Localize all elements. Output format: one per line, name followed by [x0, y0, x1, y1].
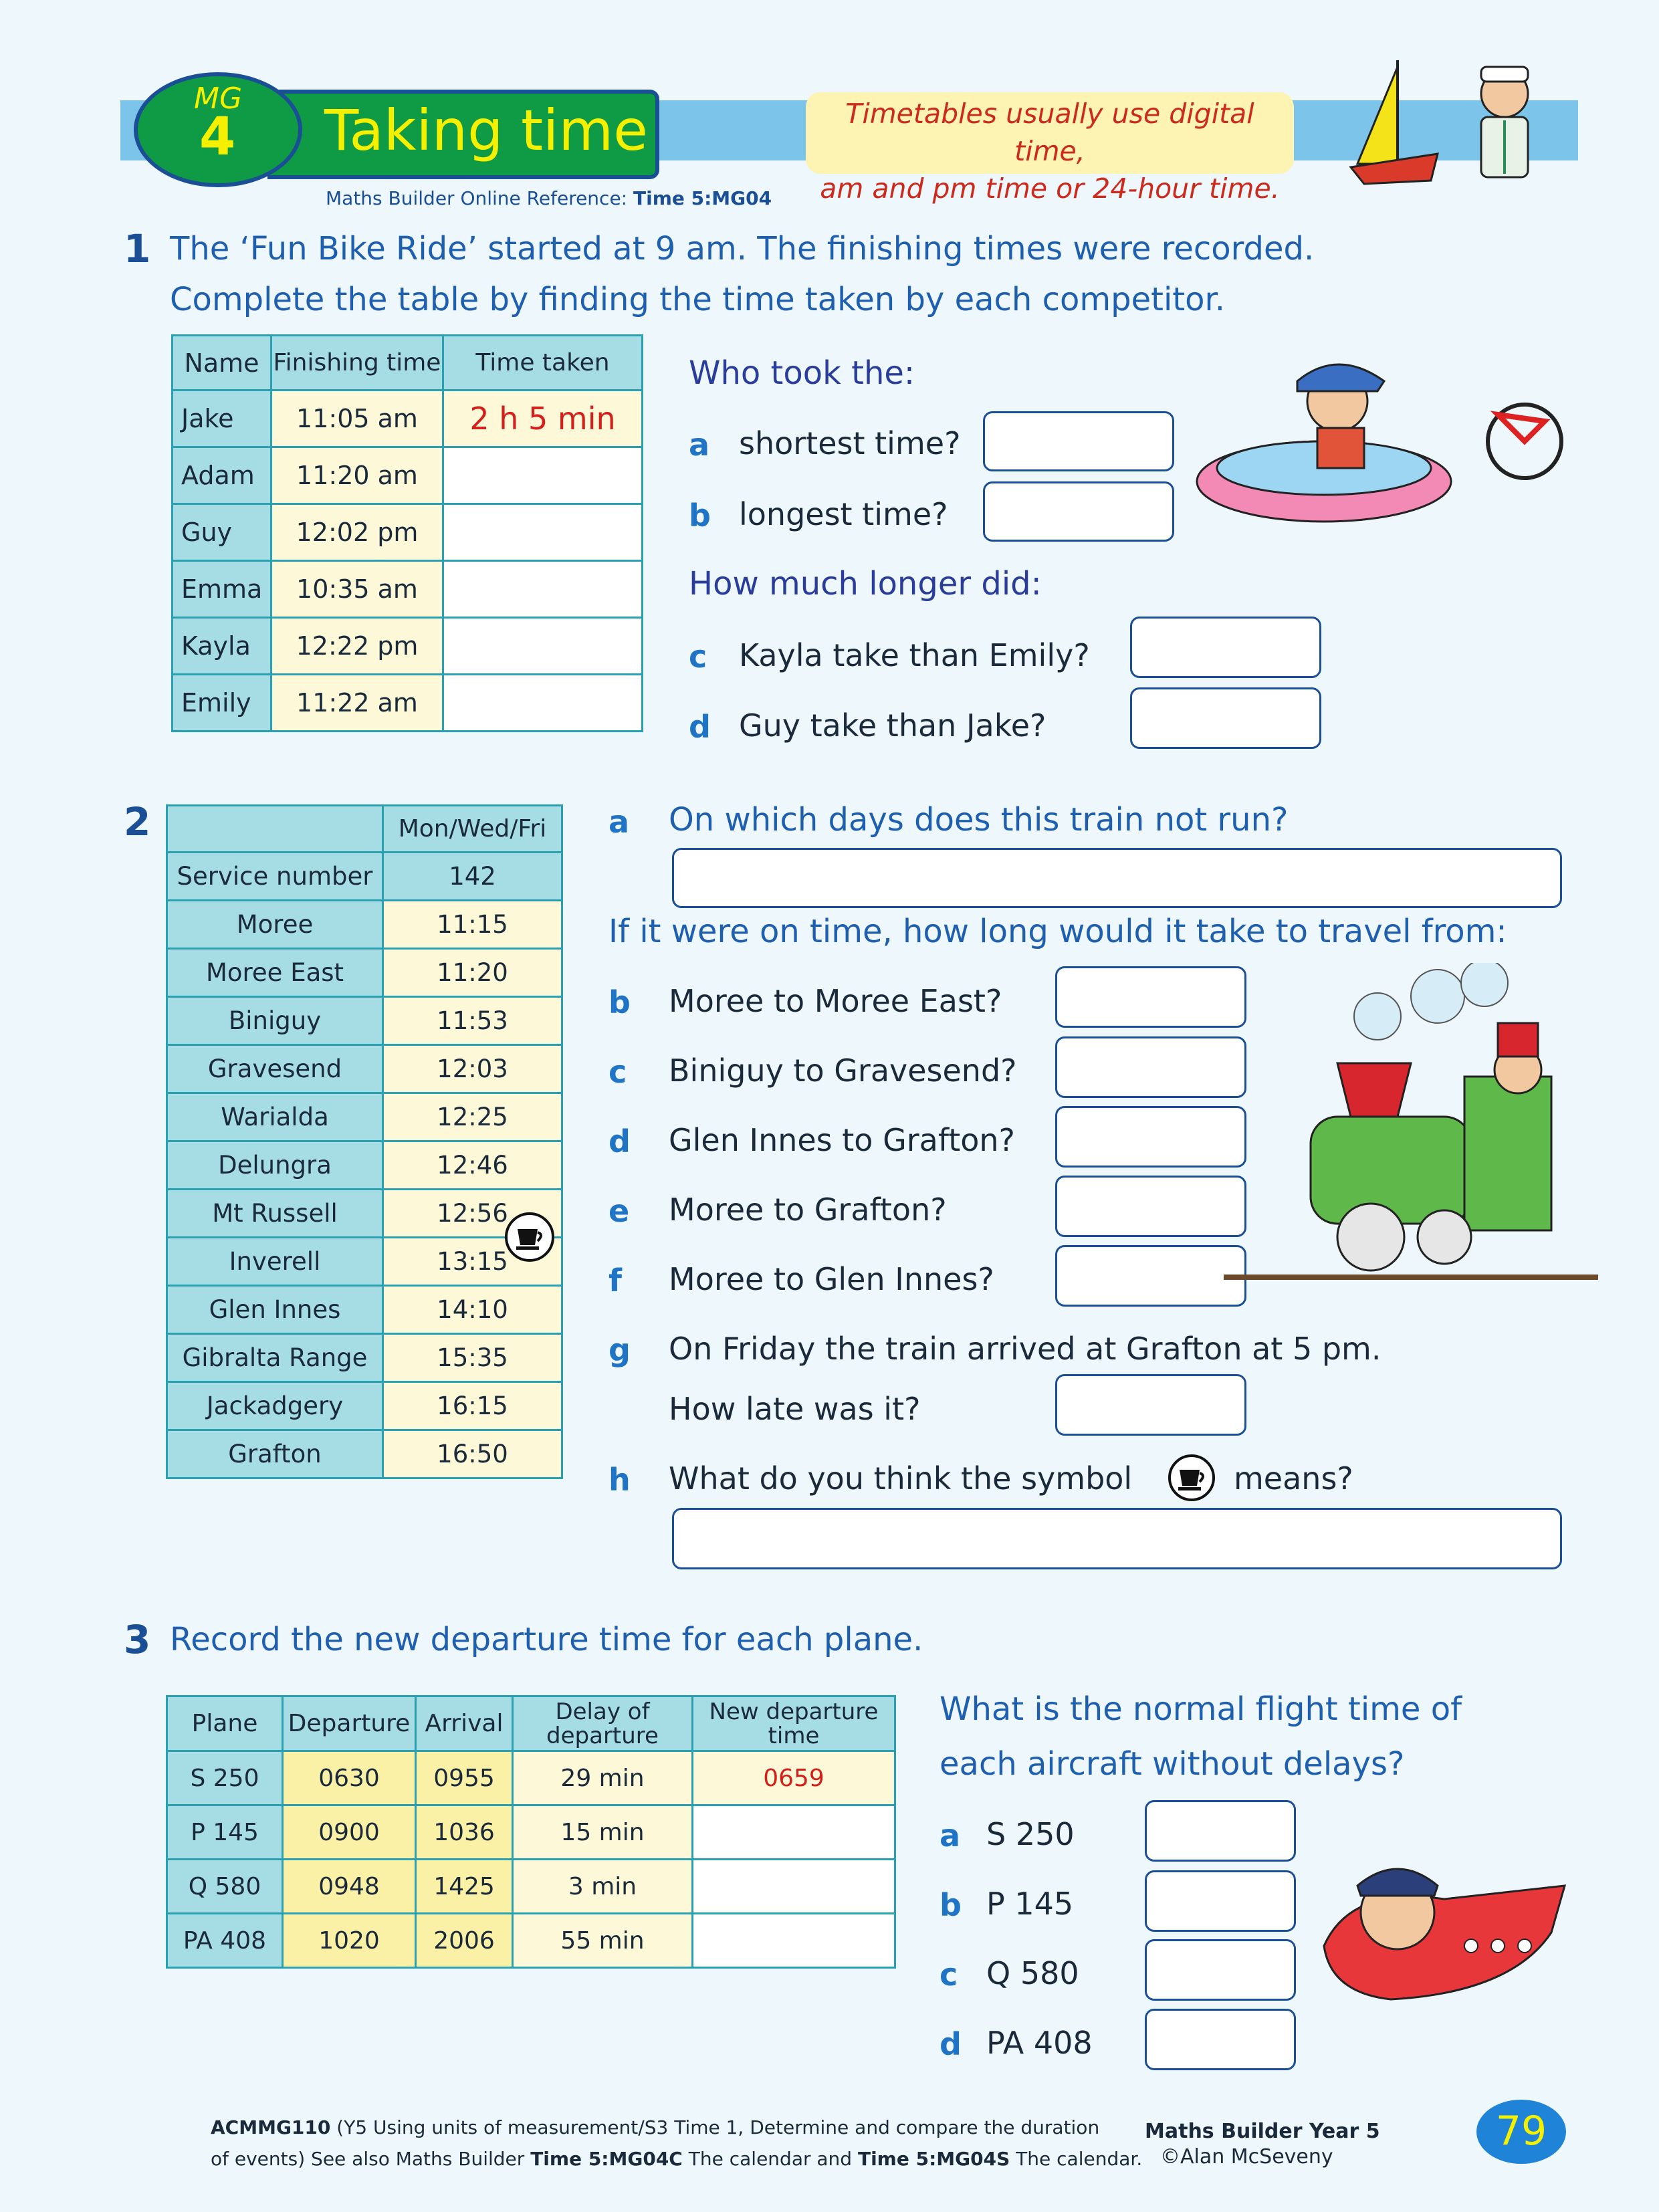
bike-ride-table: [171, 334, 643, 732]
page-number: 79: [1495, 2108, 1547, 2154]
answer-new-departure: 0659: [693, 1751, 895, 1805]
q1d-answer-box[interactable]: [1130, 687, 1321, 749]
time-taken-input[interactable]: [443, 675, 643, 732]
table-row: Biniguy 11:53: [167, 997, 562, 1045]
table-row: Emma 10:35 am: [173, 561, 643, 618]
table-row: Emily 11:22 am: [173, 675, 643, 732]
header-finishing-time: Finishing time: [271, 336, 443, 391]
q2-ontime-text: If it were on time, how long would it take to travel from:: [609, 913, 1507, 950]
pilot-plane-illustration: [1311, 1832, 1591, 2026]
q2f-text: Moree to Glen Innes?: [669, 1261, 994, 1297]
new-departure-input[interactable]: [693, 1860, 895, 1914]
q3c-answer-box[interactable]: [1145, 1939, 1296, 2001]
train-timetable: [166, 804, 563, 1479]
q1-who-heading: Who took the:: [689, 354, 915, 392]
new-departure-input[interactable]: [693, 1805, 895, 1860]
table-row: Gravesend 12:03: [167, 1045, 562, 1093]
footer-line1: ACMMG110 (Y5 Using units of measurement/S3 Time 1, Determine and compare the duration: [211, 2116, 1100, 2138]
q2g-text: On Friday the train arrived at Grafton at 5 pm.: [669, 1331, 1381, 1367]
q2h-text1: What do you think the symbol: [669, 1460, 1133, 1497]
q1-line2: Complete the table by finding the time taken by each competitor.: [170, 281, 1226, 318]
q2a-text: On which days does this train not run?: [669, 801, 1289, 839]
q1d-text: Guy take than Jake?: [739, 707, 1046, 744]
question-3-number: 3: [124, 1617, 151, 1662]
table-row: Moree 11:15: [167, 901, 562, 949]
cup-icon: [503, 1210, 556, 1264]
q2b-answer-box[interactable]: [1055, 966, 1246, 1028]
q3d-answer-box[interactable]: [1145, 2009, 1296, 2070]
table-row: Gibralta Range 15:35: [167, 1334, 562, 1382]
table-row: Moree East 11:20: [167, 949, 562, 997]
q2f-answer-box[interactable]: [1055, 1245, 1246, 1307]
table-row: Glen Innes 14:10: [167, 1286, 562, 1334]
time-taken-input[interactable]: [443, 561, 643, 618]
q2g-text2: How late was it?: [669, 1391, 921, 1427]
q2g-answer-box[interactable]: [1055, 1374, 1246, 1436]
header-name: Name: [173, 336, 271, 391]
table-row: Delungra 12:46: [167, 1141, 562, 1190]
cyclist-in-pool-illustration: [1184, 341, 1571, 542]
q1a-answer-box[interactable]: [983, 411, 1174, 471]
answer-time-taken: 2 h 5 min: [443, 391, 643, 447]
table-row: P 145 0900 1036 15 min: [167, 1805, 895, 1860]
q2e-text: Moree to Grafton?: [669, 1192, 947, 1228]
q3b-answer-box[interactable]: [1145, 1870, 1296, 1932]
question-2-number: 2: [124, 799, 151, 845]
new-departure-input[interactable]: [693, 1914, 895, 1968]
cup-icon: [1166, 1452, 1217, 1503]
q3c-text: Q 580: [986, 1955, 1079, 1991]
service-label: Service number: [167, 853, 383, 901]
q2d-answer-box[interactable]: [1055, 1106, 1246, 1168]
table-row: Inverell 13:15: [167, 1238, 562, 1286]
q2d-text: Glen Innes to Grafton?: [669, 1122, 1015, 1158]
q2h-answer-box[interactable]: [672, 1508, 1562, 1569]
q3-text: Record the new departure time for each plane.: [170, 1621, 923, 1658]
service-number: 142: [383, 853, 562, 901]
q2h-text2: means?: [1234, 1460, 1353, 1497]
footer-line2: of events) See also Maths Builder Time 5:MG04C The calendar and Time 5:MG04S The calendar.: [211, 2148, 1143, 2170]
table-row: S 250 0630 0955 29 min 0659: [167, 1751, 895, 1805]
mg-number: 4: [199, 107, 236, 167]
book-title: Maths Builder Year 5: [1145, 2120, 1380, 2143]
table-row: PA 408 1020 2006 55 min: [167, 1914, 895, 1968]
q2a-answer-box[interactable]: [672, 848, 1562, 908]
q2c-text: Biniguy to Gravesend?: [669, 1053, 1017, 1089]
table-row: Guy 12:02 pm: [173, 504, 643, 561]
table-row: Adam 11:20 am: [173, 447, 643, 504]
q1c-answer-box[interactable]: [1130, 617, 1321, 678]
header-time-taken: Time taken: [443, 336, 643, 391]
time-taken-input[interactable]: [443, 618, 643, 675]
copyright: ©Alan McSeveny: [1160, 2145, 1333, 2169]
q2b-text: Moree to Moree East?: [669, 983, 1002, 1019]
mg-label: MG: [194, 82, 243, 116]
time-taken-input[interactable]: [443, 504, 643, 561]
plane-table: Plane Departure Arrival Delay of departure New departure time S 250 0630 0955 29 min 0659 P 145 0900 1036 15 min Q 580 0948 1425 3 min PA 408 1020 2006 55 min: [166, 1695, 896, 1969]
q3a-text: S 250: [986, 1816, 1075, 1852]
q1a-text: shortest time?: [739, 425, 961, 461]
table-row: Grafton 16:50: [167, 1430, 562, 1478]
table-row: Jake 11:05 am 2 h 5 min: [173, 391, 643, 447]
table-row: Warialda 12:25: [167, 1093, 562, 1141]
q1c-text: Kayla take than Emily?: [739, 637, 1090, 673]
q1b-answer-box[interactable]: [983, 481, 1174, 542]
q1-line1: The ‘Fun Bike Ride’ started at 9 am. The finishing times were recorded.: [170, 230, 1315, 267]
table-row: Kayla 12:22 pm: [173, 618, 643, 675]
time-taken-input[interactable]: [443, 447, 643, 504]
q1-how-heading: How much longer did:: [689, 565, 1042, 602]
table-row: Jackadgery 16:15: [167, 1382, 562, 1430]
q3b-text: P 145: [986, 1886, 1074, 1922]
q3d-text: PA 408: [986, 2025, 1093, 2061]
train-illustration: [1224, 963, 1598, 1311]
q3-side-line2: each aircraft without delays?: [939, 1745, 1405, 1783]
tip-text: Timetables usually use digital time, am and pm time or 24-hour time.: [820, 98, 1280, 205]
q3a-answer-box[interactable]: [1145, 1800, 1296, 1862]
table-row: Q 580 0948 1425 3 min: [167, 1860, 895, 1914]
q3-side-line1: What is the normal flight time of: [939, 1690, 1462, 1728]
timetable-days: Mon/Wed/Fri: [383, 806, 562, 853]
q1b-text: longest time?: [739, 496, 948, 532]
table-row: Mt Russell 12:56: [167, 1190, 562, 1238]
page-title: Taking time: [324, 98, 648, 163]
question-1-number: 1: [124, 226, 151, 271]
online-reference: Maths Builder Online Reference: Time 5:MG04: [326, 187, 772, 209]
sailor-boat-illustration: [1344, 53, 1565, 201]
q2c-answer-box[interactable]: [1055, 1036, 1246, 1098]
q2e-answer-box[interactable]: [1055, 1176, 1246, 1237]
